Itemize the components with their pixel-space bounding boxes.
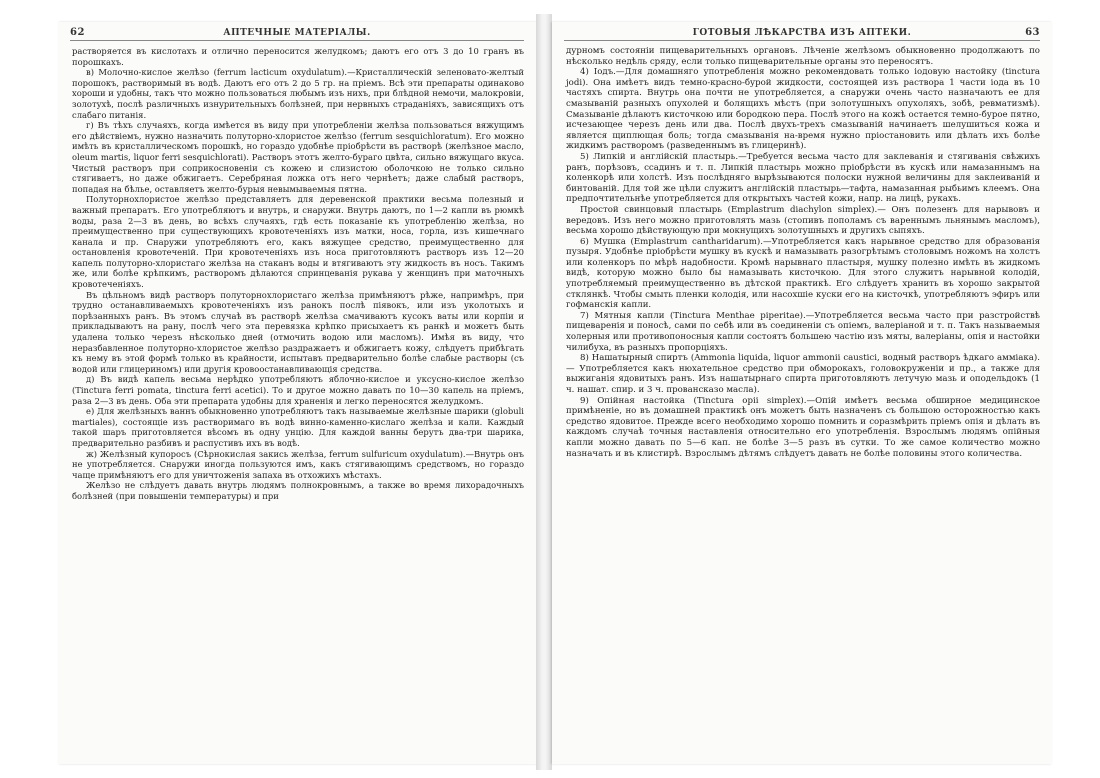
right-page-header	[564, 28, 1040, 41]
paragraph: ж) Желѣзный купоросъ (Сѣрнокислая закись желѣза, ferrum sulfuricum oxydulatum).—Внутрь онъ не употребляется. Снаружи иногда пользуются имъ, какъ стягивающимъ средствомъ, но гораздо чаще примѣняютъ его для уничтоженія запаха въ отхожихъ мѣстахъ.	[72, 448, 524, 480]
paragraph: 7) Мятныя капли (Tinctura Menthae piperitae).—Употребляется весьма часто при разстройствѣ пищеваренія и поносѣ, сами по себѣ или въ соединеніи съ опіемъ, валеріаной и т. п. Такъ называемыя холерныя или противопоносныя капли состоятъ большею частію изъ мяты, валеріаны, опія и настойки чилибуха, въ разныхъ пропорціяхъ.	[566, 310, 1040, 353]
paragraph: г) Въ тѣхъ случаяхъ, когда имѣется въ виду при употребленіи желѣза пользоваться вяжущимъ его дѣйствіемъ, нужно назначить полуторно-хлористое желѣзо (ferrum sesquichloratum). Его можно имѣть въ кристаллическомъ порошкѣ, но гораздо удобнѣе пріобрѣсти въ растворѣ (желѣзное масло, oleum martis, liquor ferri sesquichlorati). Растворъ этотъ желто-бураго цвѣта, сильно вяжущаго вкуса. Чистый растворъ при соприкосновеніи съ кожею и слизистою оболочкою не только сильно стягиваетъ, но даже обжигаетъ. Серебряная ложка отъ него чернѣетъ; даже слабый растворъ, попадая на бѣлье, оставляетъ желто-бурыя невымываемыя пятна.	[72, 120, 524, 194]
paragraph: е) Для желѣзныхъ ваннъ обыкновенно употребляютъ такъ называемые желѣзные шарики (globuli martiales), состоящіе изъ растворимаго въ водѣ винно-каменно-кислаго желѣза и кали. Каждый такой шаръ приготовляется вѣсомъ въ одну унцію. Для каждой ванны берутъ два-три шарика, предварительно разбивъ и распустивъ ихъ въ водѣ.	[72, 406, 524, 448]
right-page	[552, 22, 1052, 764]
paragraph: дурномъ состояніи пищеварительныхъ органовъ. Лѣченіе желѣзомъ обыкновенно продолжаютъ по нѣсколько недѣль сряду, если только пищеварительные органы это переносятъ.	[566, 46, 1040, 67]
right-running-head: ГОТОВЫЯ ЛѢКАРСТВА ИЗЪ АПТЕКИ.	[692, 28, 912, 38]
paragraph: Въ цѣльномъ видѣ растворъ полуторнохлористаго желѣза примѣняютъ рѣже, напримѣръ, при трудно останавливаемыхъ кровотеченіяхъ изъ ранокъ послѣ піявокъ, или изъ уколотыхъ и порѣзанныхъ ранъ. Въ этомъ случаѣ въ растворѣ желѣза смачиваютъ кусокъ ваты или корпіи и прикладываютъ на рану, послѣ чего эта перевязка крѣпко присыхаетъ къ ранкѣ и можетъ быть удалена только черезъ нѣсколько дней (отмочить водою или масломъ). Имѣя въ виду, что неразбавленное полуторно-хлористое желѣзо раздражаетъ и обжигаетъ кожу, слѣдуетъ прибѣгать къ нему въ этой формѣ только въ крайности, испытавъ предварительно болѣе слабые растворы (съ водой или глицериномъ) или другія кровоостанавливающія средства.	[72, 289, 524, 374]
paragraph: Полуторнохлористое желѣзо представляетъ для деревенской практики весьма полезный и важный препаратъ. Его употребляютъ и внутрь, и снаружи. Внутрь даютъ, по 1—2 капли въ рюмкѣ воды, раза 2—3 въ день, во всѣхъ случаяхъ, гдѣ есть показаніе къ употребленію желѣза, но преимущественно при существующихъ кровотеченіяхъ изъ матки, носа, горла, изъ кишечнаго канала и пр. Снаружи употребляютъ его, какъ вяжущее средство, преимущественно для остановленія кровотеченій. При кровотеченіяхъ изъ носа приготовляютъ растворъ изъ 12—20 капель полуторно-хлористаго желѣза на стаканъ воды и втягиваютъ эту жидкость въ носъ. Такимъ же, или болѣе крѣпкимъ, растворомъ дѣлаются спринцеванія рукава у женщинъ при маточныхъ кровотеченіяхъ.	[72, 194, 524, 290]
left-page-number: 62	[70, 27, 85, 38]
right-page-number: 63	[1025, 27, 1040, 38]
paragraph: Простой свинцовый пластырь (Emplastrum diachylon simplex).— Онъ полезенъ для нарывовъ и вередовъ. Изъ него можно приготовлять мазь (стопивъ пополамъ съ вареннымъ льнянымъ масломъ), весьма хорошо дѣйствующую при мокнущихъ золотушныхъ и другихъ сыпяхъ.	[566, 204, 1040, 237]
left-page-body	[72, 46, 524, 760]
paragraph: 6) Мушка (Emplastrum cantharidarum).—Употребляется какъ нарывное средство для образованія пузыря. Удобнѣе пріобрѣсти мушку въ кускѣ и намазывать разогрѣтымъ столовымъ ножомъ на холстъ или коленкоръ по мѣрѣ надобности. Кромѣ нарывнаго пластыря, мушку полезно имѣть въ жидкомъ видѣ, которую можно было бы намазывать кисточкою. Для этого служитъ нарывной колодій, употребляемый преимущественно въ дѣтской практикѣ. Его слѣдуетъ хранить въ хорошо закрытой стклянкѣ. Чтобы смыть пленки колодія, или насохшіе куски его на кисточкѣ, употребляютъ эфиръ или гофманскія капли.	[566, 236, 1040, 311]
paragraph: 4) Іодъ.—Для домашняго употребленія можно рекомендовать только іодовую настойку (tinctura jodi). Она имѣетъ видъ темно-красно-бурой жидкости, состоящей изъ раствора 1 части іода въ 10 частяхъ спирта. Внутрь она почти не употребляется, а снаружи очень часто назначаютъ ее для смазываній разныхъ опухолей и болящихъ мѣстъ (при золотушныхъ опухоляхъ, зобѣ, ревматизмѣ). Смазываніе дѣлаютъ кисточкою или бородкою пера. Послѣ этого на кожѣ остается темно-бурое пятно, исчезающее черезъ день или два. Послѣ двухъ-трехъ смазываній начинаетъ шелушиться кожа и является щиплющая боль; тогда смазыванія на-время нужно пріостановить или дѣлать ихъ болѣе жидкимъ растворомъ (разведеннымъ въ глицеринѣ).	[566, 67, 1040, 152]
left-page	[58, 22, 536, 764]
paragraph: 5) Липкій и англійскій пластырь.—Требуется весьма часто для заклеванія и стягиванія свѣжихъ ранъ, порѣзовъ, ссадинъ и т. п. Липкій пластырь можно пріобрѣсти въ кускѣ или намазаннымъ на коленкорѣ или холстѣ. Изъ послѣдняго вырѣзываются полоски нужной величины для заклеиваній и бинтованій. Для той же цѣли служитъ англійскій пластырь—тафта, намазанная рыбьимъ клеемъ. Она предпочтительнѣе употребляется для открытыхъ частей кожи, напр. на лицѣ, рукахъ.	[566, 151, 1040, 205]
paragraph: в) Молочно-кислое желѣзо (ferrum lacticum oxydulatum).—Кристаллическій зеленовато-желтый порошокъ, растворимый въ водѣ. Даютъ его отъ 2 до 5 гр. на пріемъ. Всѣ эти препараты одинаково хороши и удобны, такъ что можно пользоваться любымъ изъ нихъ, при блѣдной немочи, малокровіи, золотухѣ, послѣ различныхъ изнурительныхъ болѣзней, при нервныхъ страданіяхъ, зависящихъ отъ слабаго питанія.	[72, 67, 524, 120]
right-page-body	[566, 46, 1040, 760]
paragraph: 8) Нашатырный спиртъ (Ammonia liquida, liquor ammonii caustici, водный растворъ ѣдкаго аммiака).— Употребляется какъ нюхательное средство при обморокахъ, головокруженіи и пр., а также для выжиганія ядовитыхъ ранъ. Изъ нашатырнаго спирта приготовляютъ летучую мазь и оподельдокъ (1 ч. нашат. спир. и 3 ч. провансказо масла).	[566, 353, 1040, 395]
paragraph: Желѣзо не слѣдуетъ давать внутрь людямъ полнокровнымъ, а также во время лихорадочныхъ болѣзней (при повышеніи температуры) и при	[72, 480, 524, 501]
paragraph: 9) Опійная настойка (Tinctura opii simplex).—Опій имѣетъ весьма обширное медицинское примѣненіе, но въ домашней практикѣ онъ можетъ быть назначенъ съ большою осторожностью какъ средство ядовитое. Прежде всего необходимо хорошо помнить и соразмѣрить пріемъ опія и дѣлать въ каждомъ случаѣ точныя наставленія относительно его употребленія. Взрослымъ людямъ опійныя капли можно давать по 5—6 кап. не болѣе 3—5 разъ въ сутки. То же самое количество можно назначать и въ клистирѣ. Взрослымъ дѣтямъ слѣдуетъ давать не болѣе половины этого количества.	[566, 395, 1040, 459]
paragraph: растворяется въ кислотахъ и отлично переносится желудкомъ; даютъ его отъ 3 до 10 гранъ въ порошкахъ.	[72, 46, 524, 67]
left-page-header	[70, 28, 524, 41]
left-running-head: АПТЕЧНЫЕ МАТЕРІАЛЫ.	[223, 28, 371, 38]
paragraph: д) Въ видѣ капель весьма нерѣдко употребляютъ яблочно-кислое и уксусно-кислое желѣзо (Tinctura ferri pomata, tinctura ferri acetici). То и другое можно давать по 10—30 капель на пріемъ, раза 2—3 въ день. Оба эти препарата удобны для храненія и легко переносятся желудкомъ.	[72, 374, 524, 406]
book-gutter	[536, 14, 552, 770]
